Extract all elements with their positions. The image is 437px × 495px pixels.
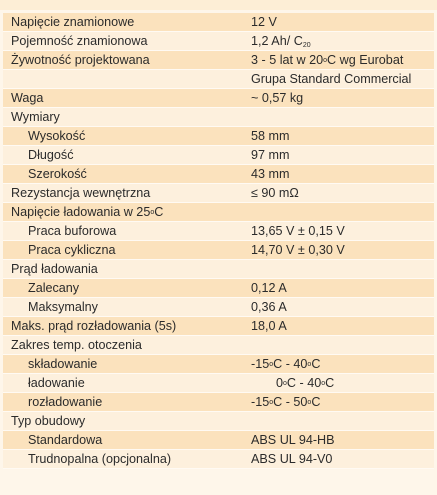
spec-row-recommended-current (3, 279, 434, 298)
spec-value: 0,12 A (251, 281, 287, 295)
spec-label: Pojemność znamionowa (11, 34, 148, 48)
spec-row-design-life-cont (3, 70, 434, 89)
spec-value: ABS UL 94-V0 (251, 452, 333, 466)
spec-value: 97 mm (251, 148, 290, 162)
spec-label: rozładowanie (28, 395, 103, 409)
spec-row-rated-voltage (3, 13, 434, 32)
spec-value: Grupa Standard Commercial (251, 72, 412, 86)
spec-row-max-current (3, 298, 434, 317)
spec-row-rated-capacity (3, 32, 434, 51)
spec-row-length (3, 146, 434, 165)
spec-value (251, 374, 434, 392)
top-band (0, 0, 437, 10)
spec-label: Trudnopalna (opcjonalna) (28, 452, 172, 466)
spec-label: Standardowa (28, 433, 103, 447)
spec-label (3, 203, 251, 221)
spec-value-subscript: 20 (302, 42, 311, 49)
spec-value-main: -15 (251, 395, 270, 409)
spec-row-charging-voltage (3, 203, 434, 222)
spec-label: Waga (11, 91, 44, 105)
spec-value-main: 1,2 Ah/ C (251, 34, 303, 48)
spec-value-rest: C (311, 357, 321, 371)
spec-row-height (3, 127, 434, 146)
spec-value-main: 0 (276, 376, 284, 390)
degree-mark: o (269, 399, 274, 406)
spec-label: Wysokość (28, 129, 86, 143)
spec-value: 0,36 A (251, 300, 287, 314)
degree-mark: o (307, 399, 312, 406)
spec-label: Rezystancja wewnętrzna (11, 186, 151, 200)
degree-mark: o (321, 380, 326, 387)
spec-row-temp-range (3, 336, 434, 355)
spec-label: Zalecany (28, 281, 80, 295)
spec-label: Praca buforowa (28, 224, 117, 238)
spec-value-main: 3 - 5 lat w 20 (251, 53, 324, 67)
spec-value: 18,0 A (251, 319, 287, 333)
spec-value-rest: C wg Eurobat (327, 53, 404, 67)
spec-value: 13,65 V ± 0,15 V (251, 224, 345, 238)
spec-value: ABS UL 94-HB (251, 433, 335, 447)
spec-label: Maks. prąd rozładowania (5s) (11, 319, 177, 333)
spec-label: Typ obudowy (11, 414, 86, 428)
spec-value: 14,70 V ± 0,30 V (251, 243, 345, 257)
spec-value (251, 32, 434, 50)
spec-row-charging-temp (3, 374, 434, 393)
spec-value: 58 mm (251, 129, 290, 143)
spec-row-weight (3, 89, 434, 108)
spec-value: ~ 0,57 kg (251, 91, 304, 105)
degree-mark: o (150, 209, 155, 216)
spec-value (251, 260, 434, 278)
spec-value (251, 51, 434, 69)
degree-mark: o (283, 380, 287, 387)
spec-row-housing-type (3, 412, 434, 431)
spec-label: Napięcie znamionowe (11, 15, 135, 29)
spec-value: ≤ 90 mΩ (251, 186, 299, 200)
spec-label: Maksymalny (28, 300, 98, 314)
spec-value: 12 V (251, 15, 277, 29)
spec-value (251, 203, 434, 221)
spec-label-rest: C (154, 205, 164, 219)
spec-value-rest: C (325, 376, 335, 390)
spec-label: Wymiary (11, 110, 60, 124)
spec-label: Prąd ładowania (11, 262, 98, 276)
spec-value (251, 108, 434, 126)
spec-value-rest: C - 50 (273, 395, 308, 409)
spec-row-dimensions (3, 108, 434, 127)
spec-row-max-discharge (3, 317, 434, 336)
spec-value-rest: C (311, 395, 321, 409)
spec-row-internal-resistance (3, 184, 434, 203)
spec-row-cycle-charge (3, 241, 434, 260)
spec-value: 43 mm (251, 167, 290, 181)
spec-label: Długość (28, 148, 74, 162)
spec-label: Zakres temp. otoczenia (11, 338, 142, 352)
spec-label: Szerokość (28, 167, 87, 181)
spec-value (251, 412, 434, 430)
spec-label: Praca cykliczna (28, 243, 116, 257)
spec-value (251, 336, 434, 354)
spec-row-charging-current (3, 260, 434, 279)
spec-row-discharge-temp (3, 393, 434, 412)
degree-mark: o (323, 57, 328, 64)
spec-value-main: -15 (251, 357, 270, 371)
spec-row-width (3, 165, 434, 184)
spec-label: ładowanie (28, 376, 85, 390)
spec-label-main: Napięcie ładowania w 25 (11, 205, 151, 219)
spec-row-storage-temp (3, 355, 434, 374)
spec-value (251, 393, 434, 411)
spec-value-rest: C - 40 (273, 357, 308, 371)
spec-label: Żywotność projektowana (11, 53, 150, 67)
degree-mark: o (269, 361, 274, 368)
degree-mark: o (307, 361, 312, 368)
spec-row-float-charge (3, 222, 434, 241)
spec-value (251, 355, 434, 373)
spec-row-standard-housing (3, 431, 434, 450)
spec-label: składowanie (28, 357, 98, 371)
spec-row-flame-retardant-housing (3, 450, 434, 469)
spec-label (3, 70, 251, 88)
spec-table (3, 13, 434, 469)
spec-value-rest: C - 40 (286, 376, 322, 390)
spec-row-design-life (3, 51, 434, 70)
